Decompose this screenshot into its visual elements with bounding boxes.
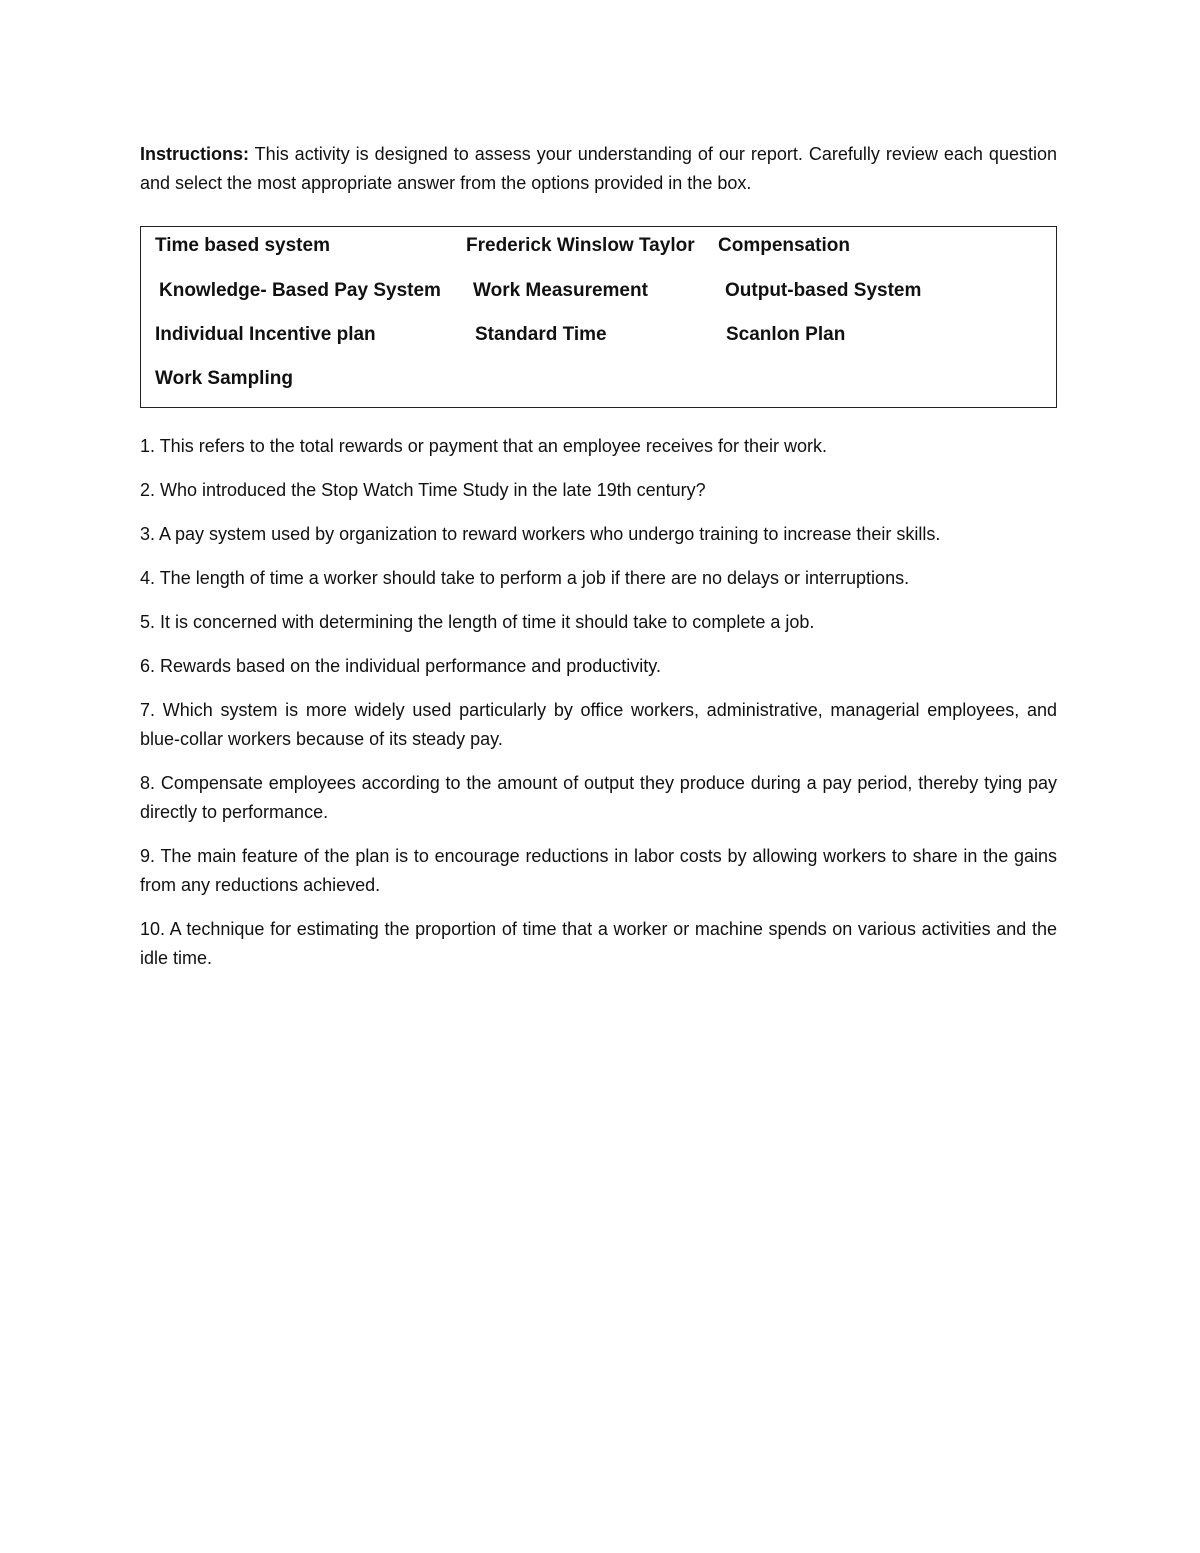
instructions-label: Instructions: [140, 144, 250, 164]
question-item: 10. A technique for estimating the proportion of time that a worker or machine spends on various activities and the idle time. [140, 919, 1057, 968]
answer-options-box [140, 226, 1057, 408]
option-work-sampling: Work Sampling [155, 368, 293, 389]
instructions-text: This activity is designed to assess your understanding of our report. Carefully review each question and select the most appropriate answer from the options provided in the box. [140, 144, 1057, 193]
option-scanlon-plan: Scanlon Plan [726, 324, 846, 345]
option-output-based-system: Output-based System [725, 280, 922, 301]
question-item: 7. Which system is more widely used particularly by office workers, administrative, managerial employees, and blue-collar workers because of its steady pay. [140, 700, 1057, 749]
option-frederick-winslow-taylor: Frederick Winslow Taylor [466, 235, 695, 256]
question-item: 8. Compensate employees according to the amount of output they produce during a pay period, thereby tying pay directly to performance. [140, 773, 1057, 822]
question-item: 2. Who introduced the Stop Watch Time Study in the late 19th century? [140, 480, 706, 500]
option-standard-time: Standard Time [475, 324, 607, 345]
option-work-measurement: Work Measurement [473, 280, 648, 301]
question-item: 4. The length of time a worker should take to perform a job if there are no delays or interruptions. [140, 568, 910, 588]
question-list [140, 432, 1057, 973]
question-item: 6. Rewards based on the individual performance and productivity. [140, 656, 661, 676]
question-item: 3. A pay system used by organization to reward workers who undergo training to increase their skills. [140, 524, 941, 544]
instructions-paragraph [140, 140, 1057, 198]
option-time-based-system: Time based system [155, 235, 330, 256]
question-item: 5. It is concerned with determining the length of time it should take to complete a job. [140, 612, 815, 632]
worksheet-page [140, 140, 1057, 988]
option-knowledge-based-pay-system: Knowledge- Based Pay System [159, 280, 441, 301]
option-individual-incentive-plan: Individual Incentive plan [155, 324, 376, 345]
option-compensation: Compensation [718, 235, 850, 256]
question-item: 9. The main feature of the plan is to encourage reductions in labor costs by allowing workers to share in the gains from any reductions achieved. [140, 846, 1057, 895]
question-item: 1. This refers to the total rewards or payment that an employee receives for their work. [140, 436, 827, 456]
